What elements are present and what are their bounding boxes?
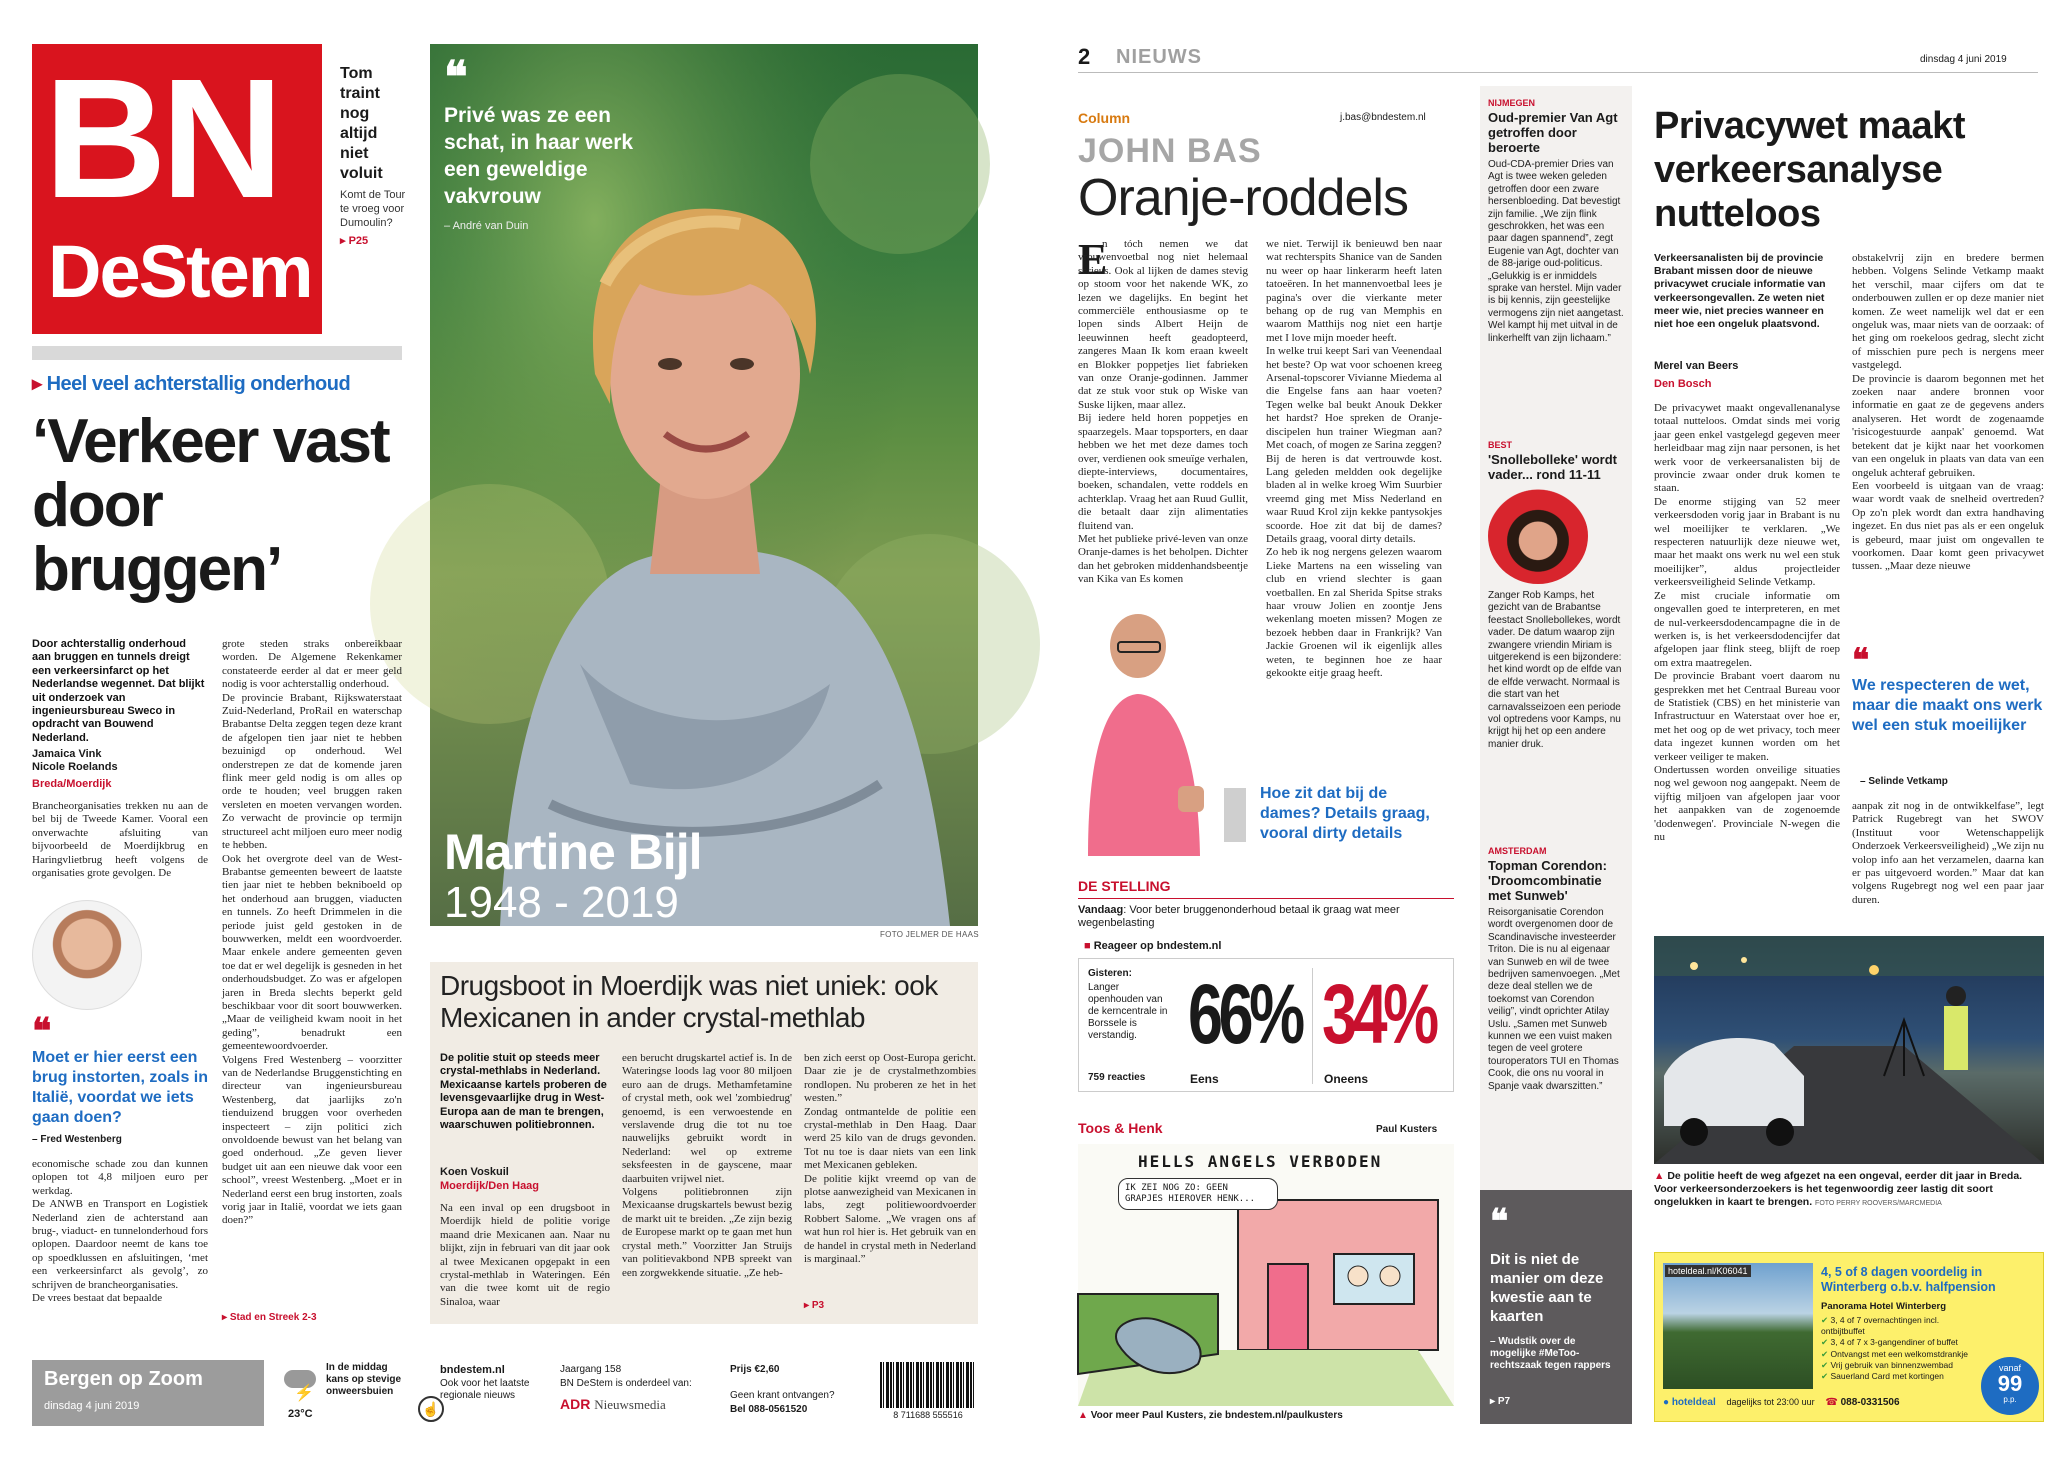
sidebar-quote-author: – Wudstik over de mogelijke #MeToo-rechtszaak tegen rappers <box>1490 1336 1611 1371</box>
ad-bullet: ✔ 3, 4 of 7 overnachtingen incl. ontbijtbuffet <box>1821 1315 1940 1337</box>
column-col1: n tóch nemen we dat vrouwenvoetbal nog niet helemaal serieus. Ook al lijken de dames stevig op stoom voor het nakende WK, zo lezen we dagelijks. En begint het commerciële enthousiasme op te lopen sinds Albert Heijn de leeuwinnen heeft geadopteerd, zangeres Maan Ik kom eraan kweelt en Blokker poppetjes liet fabrieken van onze Oranje-godinnen. Jammer dat ze stuk voor stuk op Wiske van Suske lijken, maar allez. Bij iedere held horen poppetjes en spaarzegels. Maar topsporters, en daar hebben we het met deze dames toch over, verdienen ook smeuïge verhalen, diepte-interviews, documentaires, boeken, schandalen, vette roddels en achterklap. Vraag het aan Ruud Gullit, die betaalt daar zijn alimentaties fluitend van. Met het publieke privé-leven van onze Oranje-dames is het beholpen. Dichter dan het gebroken middenhandsbeentje van Kika van Es komen <box>1078 238 1248 586</box>
second-col3: ben zich eerst op Oost-Europa gericht. Daar zie je de crystalmethzombies rondlopen. Nu proberen ze het in het westen.” Zondag ontmantelde de politie een crystal-methlab in Den Haag. Daar werd 25 kilo van de drugs gevonden. Tot nu toe is daar niets van een link met Mexicanen gebleken. De politie kijkt vreemd op van de plotse aanwezigheid van Mexicanen in labs, zegt politiewoordvoerder Robbert Salome. „We vragen ons af wat hun rol hier is. Het gebruik van en de handel in crystal meth in Nederland is marginaal.” <box>804 1052 976 1266</box>
column-email[interactable]: j.bas@bndestem.nl <box>1340 112 1426 123</box>
column-label: Column <box>1078 110 1131 126</box>
weather-text: In de middag kans op stevige onweersbuien <box>326 1362 402 1397</box>
lead-col1b: economische schade zou dan kunnen oplopen tot 4,8 miljoen euro per werkdag. De ANWB en Transport en Logistiek Nederland zien de achterstand aan brug-, viaduct- en tunnelonderhoud fors oplopen. Daardoor neemt de kans toe op spoedklussen en afsluitingen, ‘met een verkeersinfarct als gevolg’, zo schrijven de brancheorganisaties. De vrees bestaat dat bepaalde <box>32 1158 208 1305</box>
ad-bullets <box>1821 1315 1981 1382</box>
footer-edition <box>32 1360 264 1426</box>
sidebar-text: Zanger Rob Kamps, het gezicht van de Brabantse feestact Snollebollekes, wordt vader. De datum waarop zijn zwangere vriendin Miriam is uitgerekend is een bijzondere: het kind wordt op de elfde van de elfde verwacht. Normaal is die start van het carnavalsseizoen een periode vol optredens voor Kamps, nu krijgt hij het op een andere manier druk. <box>1488 590 1622 750</box>
phone-icon: ☎ <box>1825 1397 1838 1408</box>
teaser-title: Tom traint nog altijd niet voluit <box>340 65 383 182</box>
stelling-box <box>1078 872 1454 1098</box>
lead-kicker: ▸ Heel veel achterstallig onderhoud <box>32 373 351 395</box>
columnist-photo <box>1078 606 1208 856</box>
footer-site-icon: ☝ <box>418 1396 444 1422</box>
barcode-number: 8 711688 555516 <box>893 1410 963 1420</box>
cartoon-title: HELLS ANGELS VERBODEN <box>1138 1152 1383 1171</box>
cartoon-author: Paul Kusters <box>1376 1124 1438 1135</box>
price-unit: p.p. <box>2003 1395 2017 1404</box>
photo-years: 1948 - 2019 <box>444 878 679 927</box>
stelling-yesterday: Langer openhouden van de kerncentrale in Borssele is verstandig. <box>1088 982 1168 1041</box>
ad-hotel: Panorama Hotel Winterberg <box>1821 1301 1947 1312</box>
ad-footer <box>1663 1397 1973 1408</box>
barcode <box>880 1362 976 1408</box>
photo-credit: FOTO JELMER DE HAAS <box>880 930 979 939</box>
weather-temp: 23°C <box>288 1408 313 1420</box>
footer-site-text: Ook voor het laatste regionale nieuws <box>440 1378 530 1401</box>
main-photo-quote-author: – André van Duin <box>444 220 529 232</box>
main-photo-quote: Privé was ze een schat, in haar werk een geweldige vakvrouw <box>444 104 634 208</box>
privacy-col1: De privacywet maakt ongevallenanalyse totaal nutteloos. Omdat sinds mei vorig jaar geen enkel vastgelegd gegeven meer herleidbaar mag zijn naar personen, is het werk voor de verkeersanalisten bij de provincie zwaar onder druk komen te staan. De enorme stijging van 52 meer verkeersdoden vorig jaar in Brabant is nu wel moeilijker te verklaren. „We respecteren natuurlijk deze nieuwe wet, maar het maakt ons werk nu wel een stuk moeilijker”, aldus projectleider verkeersveiligheid Selinde Vetkamp. Ze mist cruciale informatie om ongevallen goed te interpreteren, en met de nul-verkeersdodencampagne die in de werken is, is het verkeersdodencijfer dat afgelopen jaar flink steeg, blijft de roep om extra maatregelen. De provincie Brabant voert daarom nu gesprekken met het Centraal Bureau voor de Statistiek (CBS) en het ministerie van Infrastructuur en Waterstaat over hoe er, met het oog op de wet privacy, toch meer data ingezet kunnen worden om het verkeer veiliger te maken. Ondertussen worden onveilige situaties nog wel gewoon nog aangepakt. Neem de vijftig miljoen van afgelopen jaar voor het aanpakken van de zogenoemde 'dodenwegen'. Provinciale N-wegen die nu <box>1654 402 1840 843</box>
logo[interactable] <box>32 44 322 334</box>
photo-page-ref: P4-5 <box>450 928 474 940</box>
quote-mark-icon: ❝ <box>1490 1204 1509 1241</box>
ad-code: hoteldeal.nl/K06041 <box>1665 1265 1751 1277</box>
accident-photo[interactable] <box>1654 936 2044 1164</box>
sidebar-title: Topman Corendon: 'Droomcombinatie met Sunweb' <box>1488 858 1607 903</box>
edition-name: Bergen op Zoom <box>44 1368 203 1390</box>
sidebar-item[interactable] <box>1488 440 1624 751</box>
ad-bullet: ✔ Ontvangst met een welkomstdrankje <box>1821 1348 1968 1359</box>
second-page-ref: ▸ P3 <box>804 1300 825 1311</box>
sidebar-place: AMSTERDAM <box>1488 846 1547 856</box>
second-col1: Na een inval op een drugsboot in Moerdijk hield de politie vorige maand drie Mexicanen aan. Naar nu blijkt, zijn in februari van dit jaar ook al twee Mexicanen opgepakt in een crystal-methlab in Wateringen. Eén van die twee komt uit de regio Sinaloa, waar <box>440 1202 610 1308</box>
footer-service: Geen krant ontvangen? <box>730 1390 835 1401</box>
column-pullquote: Hoe zit dat bij de dames? Details graag, vooral dirty details <box>1260 785 1430 842</box>
sidebar-quote: Dit is niet de manier om deze kwestie aan te kaarten <box>1490 1251 1604 1325</box>
privacy-quote: We respecteren de wet, maar die maakt ons werk wel een stuk moeilijker <box>1852 677 2043 734</box>
stelling-no-pct: 34% <box>1322 967 1435 1061</box>
photo-name: Martine Bijl <box>444 824 702 880</box>
author-name: Nicole Roelands <box>32 761 118 773</box>
quote-mark-icon: ❝ <box>1852 642 1870 678</box>
weather-icon: ⚡ <box>280 1364 320 1400</box>
sidebar-title: 'Snollebolleke' wordt vader... rond 11-11 <box>1488 452 1617 482</box>
lead-col2: grote steden straks onbereikbaar worden. De Algemene Rekenkamer constateerde eerder al dat er meer geld nodig is voor achterstallig onderhoud. De provincie Brabant, Rijkswaterstaat Zuid-Nederland, ProRail en waterschap Brabantse Delta zeggen tegen deze krant de afgelopen tien jaar niet te hebben bezuinigd op onderhoud. Wel onderstrepen ze dat de komende jaren flink meer geld nodig is om alles op orde te houden; veel bruggen raken versleten en moeten vervangen worden. Zo verwacht de provincie op termijn structureel acht miljoen euro meer nodig te hebben. Ook het overgrote deel van de West-Brabantse gemeenten beweert de laatste tien jaar niet te hebben bekniboeld op het onderhoud aan bruggen, viaducten en tunnels. Zo heeft Drimmelen in die periode juist geld gestoken in de bouwwerken, meldt een woordvoerder. Maar enkele andere gemeenten geven toe dat er wel degelijk is gesneden in het onderhoudsbudget. Zo was er afgelopen jaren in Breda slechts beperkt geld beschikbaar voor dit soort bouwwerken. „Maar de veiligheid kwam nooit in het geding”, benadrukt een gemeentewoordvoerder. Volgens Fred Westenberg – voorzitter van de Nederlandse Bruggenstichting en directeur van ingenieursbureau Westenberg, dat jaarlijks zo'n tienduizend bruggen voor overheden inspecteert – zijn politici zich onvoldoende bewust van het belang van goed onderhoud. „Ze geven liever budget uit aan een nieuwe dak voor een school”, vreest Westenberg. „Moet er in Nederland eerst een brug instorten, zoals vorig jaar in Italië, voordat we iets gaan doen?” <box>222 638 402 1227</box>
footer-site[interactable]: bndestem.nl <box>440 1364 505 1376</box>
second-author: Koen Voskuil <box>440 1166 509 1178</box>
ad-bullet: ✔ 3, 4 of 7 x 3-gangendiner of buffet <box>1821 1337 1958 1348</box>
column-author: JOHN BAS <box>1078 132 1262 170</box>
second-dateline: Moerdijk/Den Haag <box>440 1180 540 1192</box>
quote-mark-icon: ❝ <box>32 1011 52 1051</box>
ad-bullet: ✔ Vrij gebruik van binnenzwembad <box>1821 1359 1954 1370</box>
lead-col1: Brancheorganisaties trekken nu aan de bel bij de Tweede Kamer. Vooral een onverwachte afsluiting van bijvoorbeeld de Moerdijkbrug en Haringvlietbrug heeft volgens de organisaties grote gevolgen. De <box>32 800 208 880</box>
lead-quote-author: – Fred Westenberg <box>32 1134 122 1145</box>
column-col2: we niet. Terwijl ik benieuwd ben naar wat rechterspits Shanice van de Sanden nu weer op haar linkerarm heeft laten tatoeëren. In het mannenvoetbal lees je pagina's over die vierkante meter behang op de rug van Memphis en waarom Matthijs nog niet een hartje met I love mijn moeder heeft. In welke trui keept Sari van Veenendaal het beste? Op wat voor schoenen kreeg Arsenal-topscorer Vivianne Miedema al die Engelse fans aan haar voeten? Tegen welke bal beukt Anouk Dekker het hardst? Hoe spreken de Oranje-discipelen hun trainer Wiegman aan? Met coach, of mogen ze Sarina zeggen? Bij de heren is dat vertrouwde kost. Lang geleden meldden ook degelijke bladen al in welke kroeg Wim Suurbier vreemd ging met Miss Nederland en waar Ruud Krol zijn kekke pantysokjes scoorde. Hoe zit dat bij de dames? Details graag, vooral dirty details. Zo heb ik nog nergens gelezen waarom Lieke Martens na een wisseling van club en vriend slechter is gaan voetballen. En zal Sherida Spitse straks haar vrouw Jolien en zoontje Jens wekenlang moeten missen? Mogen ze bezoek hebben daar in Frankrijk? Van Jackie Groenen wil ik eigenlijk alles weten, te beginnen hoe ze haar gekookte eitje graag heeft. <box>1266 238 1442 679</box>
footer-volume: Jaargang 158 <box>560 1364 622 1375</box>
footer-phone: Bel 088-0561520 <box>730 1404 808 1415</box>
sidebar-place: BEST <box>1488 440 1513 450</box>
sidebar-item[interactable] <box>1488 98 1624 345</box>
lead-authors <box>32 748 208 774</box>
stelling-yes-label: Eens <box>1190 1072 1219 1086</box>
second-headline[interactable]: Drugsboot in Moerdijk was niet uniek: ook Mexicanen in ander crystal-methlab <box>440 970 938 1033</box>
footer-price: Prijs €2,60 <box>730 1364 780 1375</box>
page-section: NIEUWS <box>1116 46 1202 68</box>
stelling-yesterday-label: Gisteren: <box>1088 968 1132 979</box>
sidebar-text: Reisorganisatie Corendon wordt overgenomen door de Scandinavische investeerder Triton. Die is nu al eigenaar van Sunweb en wil de twee bedrijven samenvoegen. „Met deze deal stellen we de toekomst van Corendon veilig”, vindt oprichter Atilay Uslu. „Samen met Sunweb kunnen we een vuist maken tegen de veel grotere touroperators TUI en Thomas Cook, die ons nu vooral in Spanje vaak dwarszitten.” <box>1488 907 1620 1092</box>
page-date: dinsdag 4 juni 2019 <box>1920 54 2007 65</box>
header-rule <box>1078 72 2038 73</box>
westenberg-photo <box>32 900 142 1010</box>
privacy-col2: obstakelvrij zijn en bredere bermen hebben. Volgens Selinde Vetkamp maakt het verschil, maar cijfers om dat te onderbouwen zullen er op deze manier niet komen. Ze weet namelijk wel dat er een ongeluk was, maar niets van de oorzaak: of het ging om roekeloos gedrag, slecht zicht of misschien pure pech is nergens meer vastgelegd. De provincie is daarom begonnen met het zoeken naar andere bronnen voor informatie en gaat ze de gegevens anders analyseren. Het wordt de zogenaamde 'risicogestuurde aanpak' genoemd. Wat betekent dat je kijkt naar het voorkomen van een ongeluk in plaats van data van een ongeluk achteraf gebruiken. Een voorbeeld is uitgaan van de vraag: waar wordt vaak de snelheid overtreden? Op zo'n plek wordt dan extra handhaving ingezet. En dus niet pas als er een ongeluk is gebeurd, maar juist om ongevallen te voorkomen. Daar komt geen privacywet tussen. „Maar deze nieuwe <box>1852 252 2044 573</box>
ad-photo <box>1663 1263 1813 1389</box>
teaser-text: Komt de Tour te vroeg voor Dumoulin? <box>340 189 406 229</box>
hotel-ad[interactable] <box>1654 1252 2044 1422</box>
ad-hours: dagelijks tot 23:00 uur <box>1726 1397 1815 1407</box>
privacy-col2b: aanpak zit nog in de ontwikkelfase”, legt Patrick Rugebregt van het SWOV (Instituut voor Wetenschappelijk Onderzoek Verkeersveiligheid) „We zijn nu volop info aan het verzamelen, daarna kan er pas uitgevoerd worden.” Maar dat kan volgens Rugebregt nog wel een paar jaar duren. <box>1852 800 2044 906</box>
sidebar-item[interactable] <box>1488 846 1624 1093</box>
cartoon-label: Toos & Henk <box>1078 1120 1163 1136</box>
ad-bullet: ✔ Sauerland Card met kortingen <box>1821 1371 1944 1382</box>
ad-phone: 088-0331506 <box>1840 1397 1900 1408</box>
price-label: vanaf <box>1998 1363 2022 1373</box>
stelling-no-label: Oneens <box>1324 1072 1369 1086</box>
sidebar-title: Oud-premier Van Agt getroffen door beroerte <box>1488 110 1618 155</box>
edition-date: dinsdag 4 juni 2019 <box>44 1400 140 1412</box>
sidebar-ref: ▸ P7 <box>1490 1396 1511 1407</box>
lead-page-ref: ▸ Stad en Streek 2-3 <box>222 1312 317 1323</box>
author-name: Jamaica Vink <box>32 748 102 760</box>
adr-name: Nieuwsmedia <box>594 1397 666 1412</box>
privacy-dateline: Den Bosch <box>1654 378 1712 390</box>
ad-price-badge <box>1981 1357 2039 1415</box>
stelling-today: Vandaag: Voor beter bruggenonderhoud betaal ik graag wat meer wegenbelasting <box>1078 904 1400 929</box>
sidebar-text: Oud-CDA-premier Dries van Agt is twee weken geleden getroffen door een zware hersenbloeding. Dat bevestigt zijn familie. „We zijn flink geschrokken, het was een paar dagen spannend”, zegt Eugenie van Agt, dochter van de 88-jarige oud-politicus. „Gelukkig is er inmiddels sprake van herstel. Mijn vader is bij kennis, zijn geestelijke vermogens zijn niet aangetast. Wel kampt hij met uitval in de linkerhelft van zijn lichaam.” <box>1488 159 1624 344</box>
cartoon-caption: ▲ Voor meer Paul Kusters, zie bndestem.nl/paulkusters <box>1078 1410 1343 1421</box>
privacy-intro: Verkeersanalisten bij de provincie Brabant missen door de nieuwe privacywet cruciale informatie van verkeersongevallen. Ze weten niet meer wie, niet precies wanneer en niet hoe een ongeluk plaatsvond. <box>1654 252 1826 331</box>
privacy-author: Merel van Beers <box>1654 360 1739 372</box>
stelling-react[interactable]: ■ Reageer op bndestem.nl <box>1084 940 1222 952</box>
adr-logo: ADR Nieuwsmedia <box>560 1396 666 1412</box>
cartoon-bubble: IK ZEI NOG ZO: GEEN GRAPJES HIEROVER HENK... <box>1118 1178 1278 1210</box>
page-number: 2 <box>1078 44 1091 69</box>
lead-quote: Moet er hier eerst een brug instorten, zoals in Italië, voordat we iets gaan doen? <box>32 1049 209 1126</box>
hoteldeal-logo: ● hoteldeal <box>1663 1397 1716 1408</box>
kamps-photo <box>1488 488 1588 584</box>
front-page <box>0 0 1000 1470</box>
cartoon[interactable] <box>1078 1144 1454 1406</box>
news-page <box>1040 0 2048 1470</box>
second-col2: een berucht drugskartel actief is. In de Wateringse loods lag voor 80 miljoen euro aan de drugs. Methamfetamine of crystal meth, ook wel 'zombiedrug' genoemd, is een verwoestende en verslavende drug die tot nu toe nauwelijks gebruikt wordt in Nederland: wel op extreme seksfeesten in de gayscene, maar daarbuiten vrijwel niet. Volgens politiebronnen zijn Mexicaanse drugskartels bewust bezig de markt uit te breiden. „Ze zijn bezig de Europese markt op te gaan met hun crystal meth.” Voorzitter Jan Struijs van politievakbond NPB spreekt van een zorgwekkende situatie. „Ze heb- <box>622 1052 792 1279</box>
footer-partof: BN DeStem is onderdeel van: <box>560 1378 692 1389</box>
column-title[interactable]: Oranje-roddels <box>1078 169 1408 227</box>
stelling-label: DE STELLING <box>1078 878 1171 894</box>
teaser-tom[interactable] <box>340 64 410 247</box>
logo-destem: DeStem <box>48 230 312 313</box>
divider <box>32 346 402 360</box>
dropcap: E <box>1078 235 1108 284</box>
ad-title: 4, 5 of 8 dagen voordelig in Winterberg o.b.v. halfpension <box>1821 1265 1996 1294</box>
stelling-yes-pct: 66% <box>1188 967 1301 1061</box>
price-value: 99 <box>1997 1371 2023 1396</box>
second-intro: De politie stuit op steeds meer crystal-methlabs in Nederland. Mexicaanse kartels proberen de levensgevaarlijke drug in West-Europa aan de man te brengen, waarschuwen politiebronnen. <box>440 1052 607 1132</box>
privacy-headline[interactable]: Privacywet maakt verkeersanalyse nutteloos <box>1654 105 1965 235</box>
accident-illustration <box>1654 936 2044 1164</box>
lead-dateline: Breda/Moerdijk <box>32 778 112 790</box>
pullquote-bar <box>1224 788 1246 842</box>
lead-intro: Door achterstallig onderhoud aan bruggen en tunnels dreigt een verkeersinfarct op het Nederlandse wegennet. Dat blijkt uit onderzoek van ingenieursbureau Sweco in opdracht van Bouwend Nederland. <box>32 638 205 744</box>
stelling-reactions: 759 reacties <box>1088 1072 1146 1083</box>
privacy-quote-author: – Selinde Vetkamp <box>1860 776 1948 787</box>
lead-headline[interactable]: ‘Verkeer vast door bruggen’ <box>32 407 389 604</box>
teaser-ref: ▸ P25 <box>340 235 369 247</box>
sidebar-place: NIJMEGEN <box>1488 98 1536 108</box>
accident-caption: ▲ De politie heeft de weg afgezet na een ongeval, eerder dit jaar in Breda. Voor verkeersonderzoekers is het tegenwoordig zeer lastig dit soort ongelukken in kaart te brengen. FOTO PERRY ROOVERS/MARCMEDIA <box>1654 1170 2023 1208</box>
quote-mark-icon: ❝ <box>444 53 468 102</box>
logo-bn: BN <box>44 44 278 234</box>
